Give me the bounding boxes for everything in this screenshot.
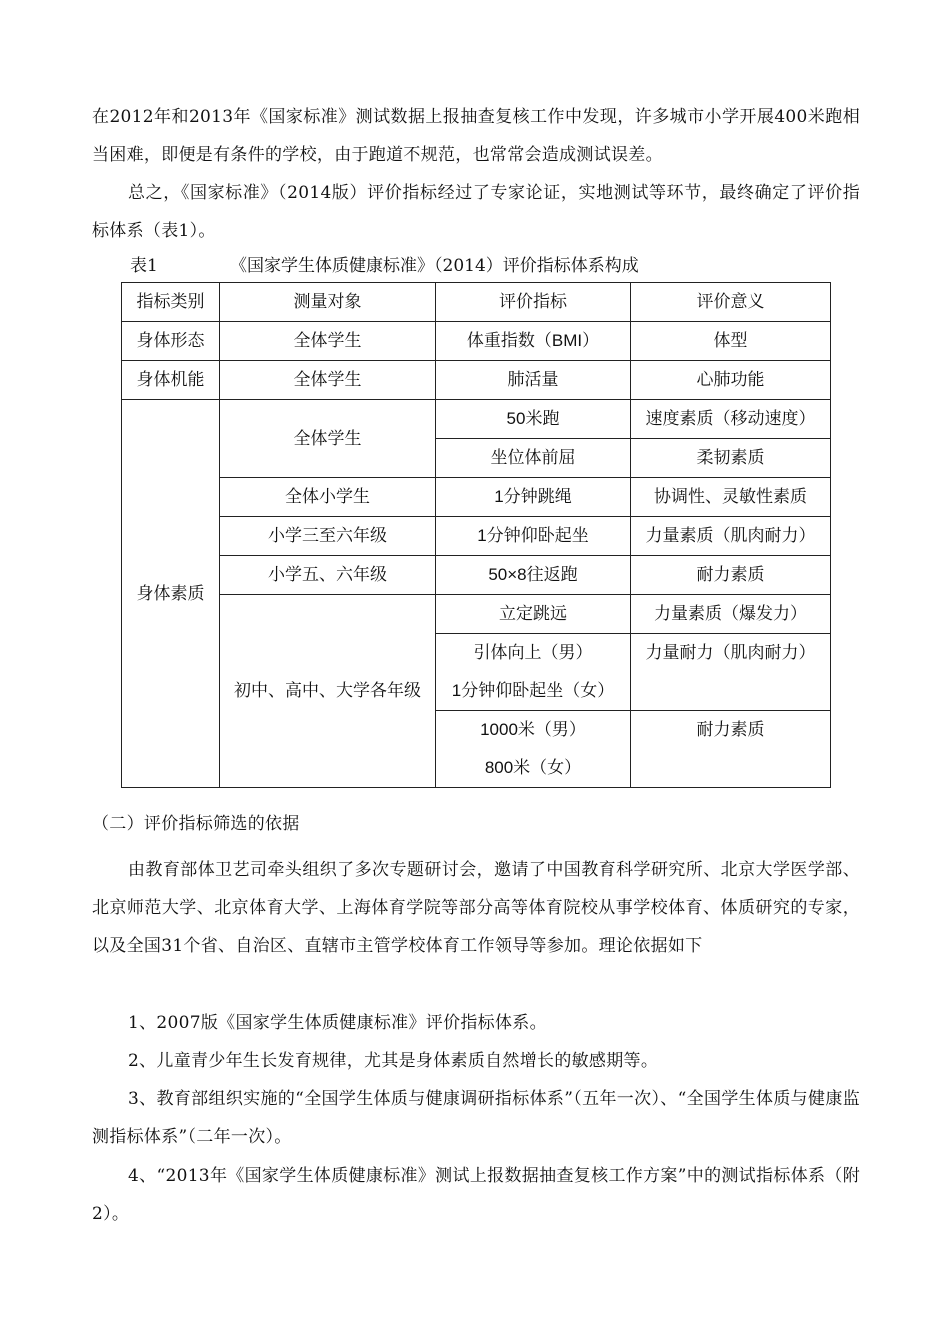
paragraph-1: 在2012年和2013年《国家标准》测试数据上报抽查复核工作中发现，许多城市小学开展400米跑相当困难，即便是有条件的学校，由于跑道不规范，也常常会造成测试误差。	[92, 107, 860, 165]
subject-cell: 全体学生	[220, 361, 436, 400]
subject-cell: 全体学生	[220, 322, 436, 361]
category-cell: 身体形态	[122, 322, 220, 361]
subject-cell: 小学三至六年级	[220, 517, 436, 556]
list-item: 2、儿童青少年生长发育规律，尤其是身体素质自然增长的敏感期等。	[128, 1051, 659, 1071]
category-cell: 身体素质	[122, 400, 220, 788]
table-header-row	[122, 283, 831, 322]
category-cell: 身体机能	[122, 361, 220, 400]
table-row	[122, 517, 831, 556]
indicator-cell: 立定跳远	[436, 595, 631, 634]
header-subject: 测量对象	[220, 283, 436, 322]
indicator-cell	[436, 711, 631, 788]
indicator-cell: 肺活量	[436, 361, 631, 400]
table-caption-title: 《国家学生体质健康标准》（2014）评价指标体系构成	[230, 256, 639, 276]
table-row	[122, 556, 831, 595]
indicator-cell: 1分钟仰卧起坐	[436, 517, 631, 556]
meaning-cell: 协调性、灵敏性素质	[631, 478, 831, 517]
meaning-cell: 柔韧素质	[631, 439, 831, 478]
indicator-cell: 50米跑	[436, 400, 631, 439]
indicator-line: 800米（女）	[484, 758, 582, 777]
meaning-cell: 耐力素质	[631, 711, 831, 788]
list-item: 1、2007版《国家学生体质健康标准》评价指标体系。	[128, 1013, 547, 1033]
table-caption-label: 表1	[130, 256, 158, 276]
subject-cell: 小学五、六年级	[220, 556, 436, 595]
list-item: 3、教育部组织实施的“全国学生体质与健康调研指标体系”（五年一次）、“全国学生体质与健康监测指标体系”（二年一次）。	[92, 1089, 860, 1147]
header-meaning: 评价意义	[631, 283, 831, 322]
table-row	[122, 595, 831, 634]
meaning-cell: 速度素质（移动速度）	[631, 400, 831, 439]
meaning-cell: 体型	[631, 322, 831, 361]
header-indicator: 评价指标	[436, 283, 631, 322]
list-item: 4、“2013年《国家学生体质健康标准》测试上报数据抽查复核工作方案”中的测试指标体系（附2）。	[92, 1166, 860, 1224]
indicator-cell: 1分钟跳绳	[436, 478, 631, 517]
table-caption	[130, 254, 639, 278]
table-row	[122, 361, 831, 400]
subject-cell: 初中、高中、大学各年级	[220, 595, 436, 788]
header-category: 指标类别	[122, 283, 220, 322]
meaning-cell: 耐力素质	[631, 556, 831, 595]
subject-cell: 全体学生	[220, 400, 436, 478]
meaning-cell: 力量耐力（肌肉耐力）	[631, 634, 831, 711]
indicator-line: 引体向上（男）	[473, 643, 593, 663]
meaning-cell: 心肺功能	[631, 361, 831, 400]
meaning-cell: 力量素质（爆发力）	[631, 595, 831, 634]
table-row	[122, 478, 831, 517]
paragraph-3: 由教育部体卫艺司牵头组织了多次专题研讨会，邀请了中国教育科学研究所、北京大学医学部、北京师范大学、北京体育大学、上海体育学院等部分高等体育院校从事学校体育、体质研究的专家，以及全国31个省、自治区、直辖市主管学校体育工作领导等参加。理论依据如下	[92, 860, 860, 956]
indicator-table	[121, 282, 831, 788]
indicator-line: 1000米（男）	[480, 720, 586, 739]
meaning-cell: 力量素质（肌肉耐力）	[631, 517, 831, 556]
indicator-cell: 坐位体前屈	[436, 439, 631, 478]
table-row	[122, 322, 831, 361]
indicator-cell: 体重指数（BMI）	[436, 322, 631, 361]
table-row	[122, 400, 831, 439]
indicator-cell: 50×8往返跑	[436, 556, 631, 595]
section-heading: （二）评价指标筛选的依据	[92, 814, 300, 834]
indicator-cell	[436, 634, 631, 711]
paragraph-2: 总之，《国家标准》（2014版）评价指标经过了专家论证，实地测试等环节，最终确定了评价指标体系（表1）。	[92, 183, 860, 241]
indicator-line: 1分钟仰卧起坐（女）	[451, 681, 615, 700]
subject-cell: 全体小学生	[220, 478, 436, 517]
